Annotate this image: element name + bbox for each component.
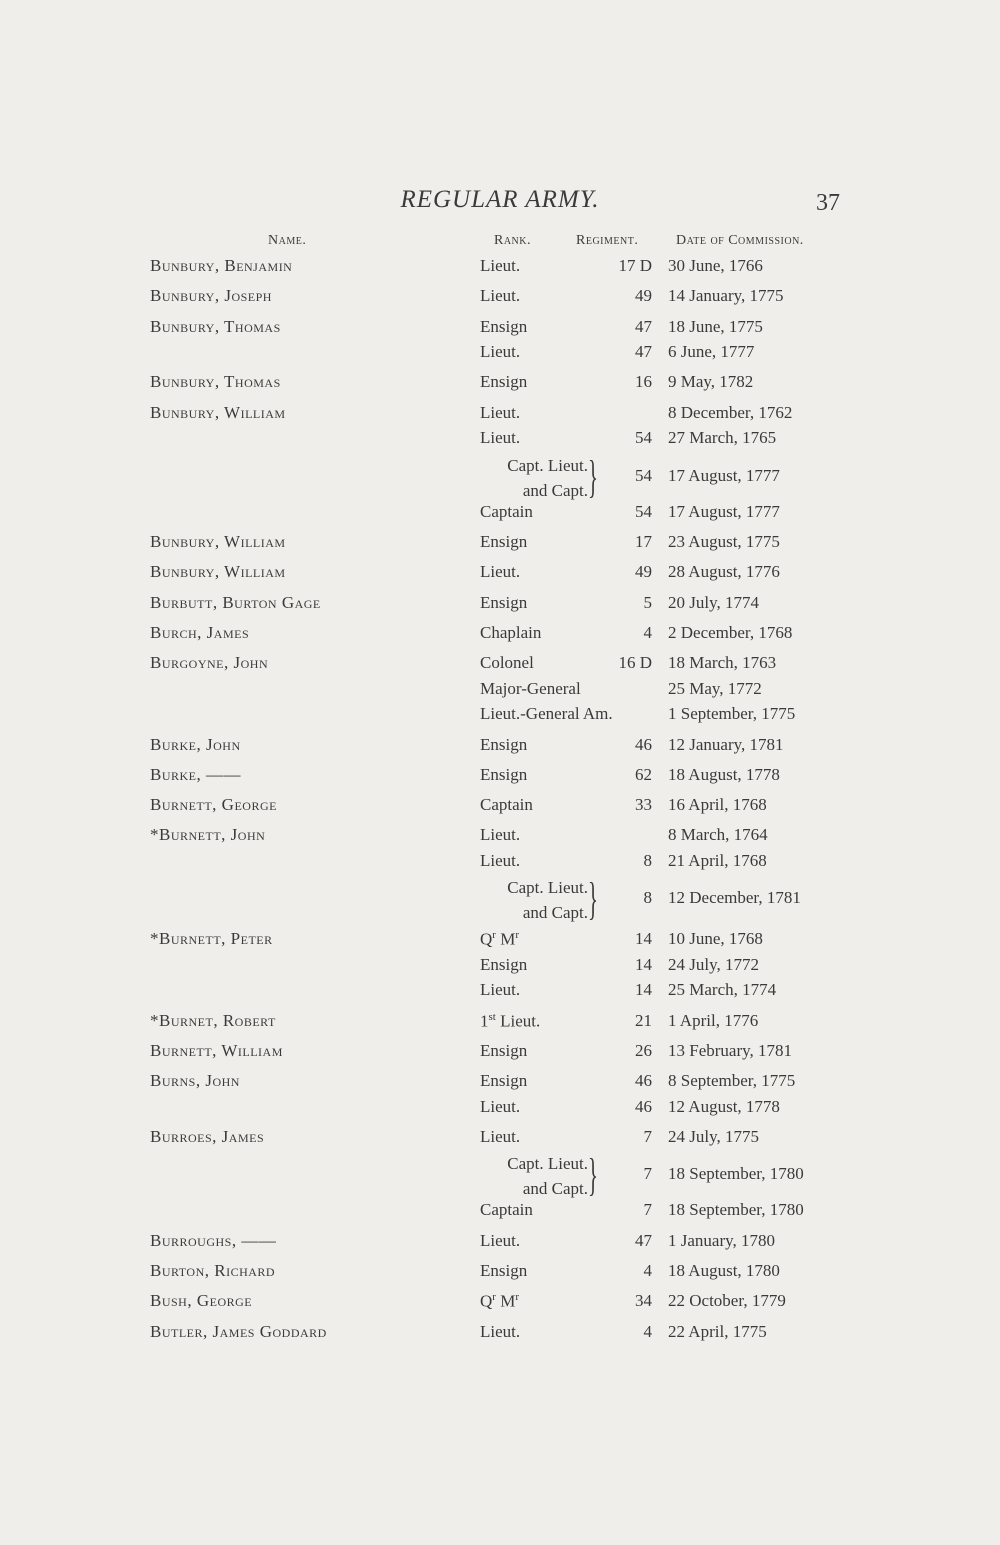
officer-name: Bunbury, William [150, 562, 286, 582]
regiment: 49 [635, 562, 652, 582]
rank: Lieut. [480, 980, 521, 1000]
commission-date: 25 May, 1772 [668, 678, 762, 698]
column-header-name: Name. [268, 233, 307, 248]
regiment: 7 [643, 1126, 652, 1146]
rank: Lieut. [480, 402, 521, 422]
rank: $Q^r$ $M^r$ [480, 1291, 519, 1311]
officer-name: Burch, James [150, 622, 250, 642]
officer-name: Bunbury, Joseph [150, 286, 272, 306]
commission-date: 18 March, 1763 [668, 653, 777, 673]
commission-date: 18 August, 1780 [668, 1261, 780, 1280]
regiment: 4 [643, 1321, 652, 1341]
rank: $Q^r$ $M^r$ [480, 929, 519, 949]
regiment: 47 [635, 1230, 652, 1250]
brace-glyph: } [588, 873, 598, 925]
rank: 1st Lieut. [480, 1010, 541, 1031]
commission-date: 12 January, 1781 [668, 734, 784, 754]
rank-line: Capt. Lieut. [507, 455, 588, 475]
rank: Lieut. [480, 1126, 521, 1146]
regiment: 7 [643, 1200, 652, 1220]
register-row [0, 851, 1000, 877]
register-row [0, 929, 1000, 955]
register-row [0, 1322, 1000, 1348]
regiment: 33 [635, 795, 652, 815]
regiment: 62 [635, 764, 652, 784]
commission-date: 8 September, 1775 [668, 1071, 796, 1091]
commission-date: 24 July, 1772 [668, 954, 759, 974]
register-row [0, 317, 1000, 343]
officer-name: Bunbury, William [150, 402, 286, 422]
register-row [0, 704, 1000, 730]
rank: Lieut. [480, 1321, 521, 1341]
officer-name: Bush, George [150, 1291, 253, 1311]
register-row [0, 1291, 1000, 1317]
regiment: 49 [635, 286, 652, 306]
rank: Ensign [480, 372, 528, 392]
register-row [0, 1231, 1000, 1257]
commission-date: 13 February, 1781 [668, 1040, 793, 1060]
commission-date: 22 October, 1779 [668, 1291, 786, 1311]
rank-line: Capt. Lieut. [507, 878, 588, 898]
regiment: 14 [635, 929, 652, 949]
rank: Lieut. [480, 850, 521, 870]
page-title: REGULAR ARMY. [400, 186, 600, 213]
officer-name: Bunbury, Benjamin [150, 256, 293, 275]
officer-name: Burns, John [150, 1071, 240, 1091]
brace-glyph: } [588, 450, 598, 502]
rank-line: and Capt. [522, 903, 588, 923]
officer-name: Burke, —— [150, 764, 242, 784]
regiment: 54 [635, 465, 652, 485]
commission-date: 21 April, 1768 [668, 850, 767, 870]
commission-date: 20 July, 1774 [668, 592, 759, 612]
rank-line: and Capt. [522, 480, 588, 500]
register-row [0, 980, 1000, 1006]
commission-date: 18 September, 1780 [668, 1200, 804, 1220]
rank: Lieut. [480, 562, 521, 582]
commission-date: 12 December, 1781 [668, 888, 801, 908]
rank-line: Capt. Lieut. [507, 1154, 588, 1174]
regiment: 46 [635, 1096, 652, 1116]
commission-date: 30 June, 1766 [668, 256, 763, 275]
register-row [0, 623, 1000, 649]
officer-name: Burke, John [150, 734, 241, 754]
register-row [0, 795, 1000, 821]
rank: Colonel [480, 653, 534, 673]
regiment: 7 [643, 1164, 652, 1184]
register-row [0, 1097, 1000, 1123]
rank: Captain [480, 795, 533, 815]
officer-name: *Burnet, Robert [150, 1010, 276, 1030]
rank: Ensign [480, 734, 528, 754]
regiment: 4 [643, 622, 652, 642]
rank: Ensign [480, 1040, 528, 1060]
register-row [0, 1149, 1000, 1201]
register-row [0, 735, 1000, 761]
register-row [0, 256, 1000, 282]
brace-glyph: } [588, 1149, 598, 1201]
register-row [0, 1127, 1000, 1153]
regiment: 8 [643, 850, 652, 870]
commission-date: 18 September, 1780 [668, 1164, 804, 1184]
commission-date: 18 June, 1775 [668, 316, 763, 336]
commission-date: 17 August, 1777 [668, 501, 780, 521]
regiment: 5 [643, 592, 652, 612]
regiment: 34 [635, 1291, 652, 1311]
regiment: 4 [643, 1261, 652, 1280]
commission-date: 8 December, 1762 [668, 402, 793, 422]
regiment: 26 [635, 1040, 652, 1060]
regiment: 16 [635, 372, 652, 392]
officer-name: Burroughs, —— [150, 1230, 277, 1250]
rank: Lieut. [480, 428, 521, 448]
regiment: 46 [635, 1071, 652, 1091]
register-row [0, 679, 1000, 705]
register-row [0, 873, 1000, 925]
rank: Ensign [480, 954, 528, 974]
regiment: 46 [635, 734, 652, 754]
regiment: 14 [635, 980, 652, 1000]
page-number: 37 [816, 190, 840, 216]
officer-name: Burbutt, Burton Gage [150, 592, 321, 612]
commission-date: 6 June, 1777 [668, 342, 755, 362]
officer-name: Bunbury, Thomas [150, 372, 281, 392]
rank: Ensign [480, 316, 528, 336]
register-row [0, 342, 1000, 368]
rank: Lieut. [480, 286, 521, 306]
regiment: 14 [635, 954, 652, 974]
regiment: 47 [635, 342, 652, 362]
rank: Major-General [480, 678, 581, 698]
register-row [0, 653, 1000, 679]
register-row [0, 593, 1000, 619]
column-header-regiment: Regiment. [576, 233, 639, 248]
officer-name: Burgoyne, John [150, 653, 269, 673]
rank: Captain [480, 501, 533, 521]
register-row [0, 955, 1000, 981]
commission-date: 18 August, 1778 [668, 764, 780, 784]
rank: Ensign [480, 1071, 528, 1091]
regiment: 54 [635, 501, 652, 521]
column-header-date: Date of Commission. [676, 233, 804, 248]
register-row [0, 1011, 1000, 1037]
commission-date: 24 July, 1775 [668, 1126, 759, 1146]
officer-name: Burton, Richard [150, 1261, 276, 1280]
commission-date: 27 March, 1765 [668, 428, 777, 448]
commission-date: 1 January, 1780 [668, 1230, 776, 1250]
rank: Lieut.-General Am. [480, 704, 613, 724]
register-row [0, 532, 1000, 558]
commission-date: 8 March, 1764 [668, 825, 768, 845]
commission-date: 25 March, 1774 [668, 980, 777, 1000]
register-row [0, 372, 1000, 398]
regiment: 54 [635, 428, 652, 448]
officer-name: Bunbury, Thomas [150, 316, 281, 336]
regiment: 8 [643, 888, 652, 908]
rank: Ensign [480, 764, 528, 784]
register-row [0, 403, 1000, 429]
commission-date: 16 April, 1768 [668, 795, 767, 815]
commission-date: 23 August, 1775 [668, 532, 780, 551]
commission-date: 10 June, 1768 [668, 929, 763, 949]
commission-date: 1 September, 1775 [668, 704, 796, 724]
officer-name: *Burnett, John [150, 825, 266, 845]
rank: Ensign [480, 532, 528, 551]
register-row [0, 562, 1000, 588]
register-row [0, 1200, 1000, 1226]
commission-date: 9 May, 1782 [668, 372, 754, 392]
regiment: 17 [635, 532, 652, 551]
rank: Lieut. [480, 825, 521, 845]
commission-date: 14 January, 1775 [668, 286, 784, 306]
register-row [0, 450, 1000, 502]
rank: Lieut. [480, 342, 521, 362]
officer-name: Burnett, George [150, 795, 277, 815]
rank: Ensign [480, 592, 528, 612]
rank-line: and Capt. [522, 1179, 588, 1199]
register-row [0, 765, 1000, 791]
register-row [0, 825, 1000, 851]
register-row [0, 1041, 1000, 1067]
register-row [0, 286, 1000, 312]
commission-date: 17 August, 1777 [668, 465, 780, 485]
rank: Ensign [480, 1261, 528, 1280]
rank: Lieut. [480, 256, 521, 275]
commission-date: 22 April, 1775 [668, 1321, 767, 1341]
regiment: 16 D [618, 653, 652, 673]
commission-date: 1 April, 1776 [668, 1010, 759, 1030]
register-row [0, 502, 1000, 528]
regiment: 17 D [618, 256, 652, 275]
column-header-rank: Rank. [494, 233, 532, 248]
officer-name: Burroes, James [150, 1126, 265, 1146]
regiment: 47 [635, 316, 652, 336]
register-row [0, 1071, 1000, 1097]
officer-name: Burnett, William [150, 1040, 283, 1060]
register-row [0, 428, 1000, 454]
officer-name: *Burnett, Peter [150, 929, 273, 949]
commission-date: 12 August, 1778 [668, 1096, 780, 1116]
rank: Lieut. [480, 1096, 521, 1116]
rank: Chaplain [480, 622, 542, 642]
commission-date: 28 August, 1776 [668, 562, 780, 582]
register-row [0, 1261, 1000, 1287]
officer-name: Bunbury, William [150, 532, 286, 551]
regiment: 21 [635, 1010, 652, 1030]
rank: Captain [480, 1200, 533, 1220]
rank: Lieut. [480, 1230, 521, 1250]
officer-name: Butler, James Goddard [150, 1321, 327, 1341]
commission-date: 2 December, 1768 [668, 622, 793, 642]
